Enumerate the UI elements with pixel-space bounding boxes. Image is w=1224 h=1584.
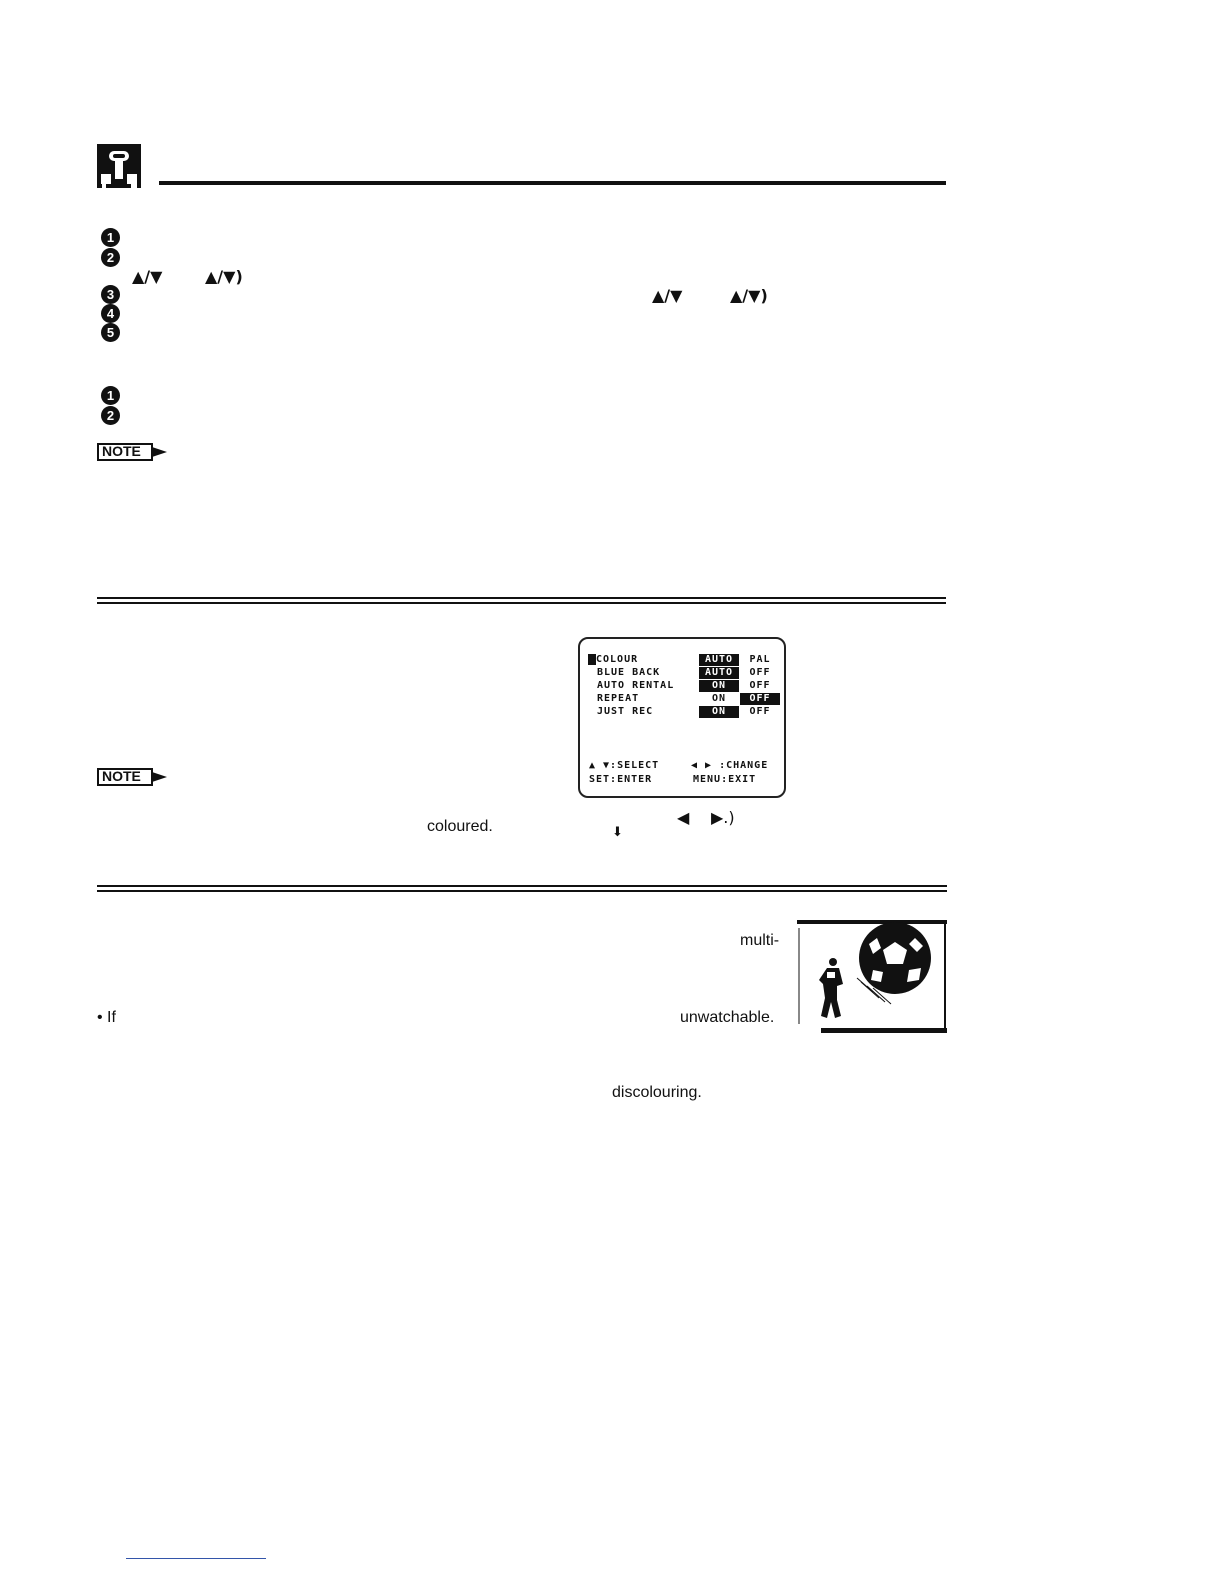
step-marker-1: 1	[101, 228, 120, 247]
text-fragment-coloured: coloured.	[427, 818, 493, 835]
osd-option-pal: PAL	[749, 654, 771, 665]
footer-link-underline	[126, 1558, 266, 1559]
osd-option-on: ON	[699, 680, 739, 692]
osd-row-colour	[580, 654, 784, 667]
osd-help-enter: SET:ENTER	[589, 774, 653, 785]
osd-row-blue-back	[580, 667, 784, 680]
osd-row-label: COLOUR	[596, 654, 639, 665]
hand-pointer-icon	[97, 144, 141, 188]
right-arrow-icon: ▶.)	[711, 808, 735, 827]
osd-option-off: OFF	[749, 667, 771, 678]
up-down-arrows-icon: ▲/▼)	[730, 286, 768, 305]
text-fragment-multi: multi-	[740, 932, 780, 949]
step-marker-4: 4	[101, 304, 120, 323]
osd-row-repeat	[580, 693, 784, 706]
osd-option-on: ON	[699, 706, 739, 718]
osd-row-label: AUTO RENTAL	[597, 680, 675, 691]
up-down-arrows-icon: ▲/▼	[652, 286, 683, 305]
osd-help-exit: MENU:EXIT	[693, 774, 757, 785]
left-arrow-icon: ◀	[677, 808, 690, 827]
osd-row-auto-rental	[580, 680, 784, 693]
note-badge	[97, 443, 169, 461]
osd-row-label: REPEAT	[597, 693, 640, 704]
osd-row-label: BLUE BACK	[597, 667, 661, 678]
header-rule	[159, 181, 946, 185]
section-divider	[97, 597, 946, 599]
osd-row-just-rec	[580, 706, 784, 719]
step-marker-3: 3	[101, 285, 120, 304]
section-divider	[97, 885, 947, 887]
osd-option-on: ON	[711, 693, 727, 704]
text-fragment-unwatchable: unwatchable.	[680, 1009, 775, 1026]
section-divider	[97, 602, 946, 604]
step-marker-5: 5	[101, 323, 120, 342]
note-badge	[97, 768, 169, 786]
osd-option-auto: AUTO	[699, 667, 739, 679]
text-fragment-discolouring: discolouring.	[612, 1084, 702, 1101]
down-arrow-icon: ⬇	[612, 825, 623, 840]
up-down-arrows-icon: ▲/▼)	[205, 267, 243, 286]
osd-option-auto: AUTO	[699, 654, 739, 666]
step-marker-2: 2	[101, 248, 120, 267]
osd-help-change: ◀ ▶ :CHANGE	[691, 760, 769, 771]
osd-row-label: JUST REC	[597, 706, 654, 717]
soccer-player-ball-illustration	[797, 920, 947, 1034]
up-down-arrows-icon: ▲/▼	[132, 267, 163, 286]
note-label: NOTE	[102, 443, 141, 459]
step-marker-2: 2	[101, 406, 120, 425]
section-divider	[97, 890, 947, 892]
text-fragment-bullet-if: • If	[97, 1009, 116, 1026]
osd-menu-screen	[578, 637, 786, 798]
osd-option-off: OFF	[749, 706, 771, 717]
step-marker-1: 1	[101, 386, 120, 405]
osd-option-off: OFF	[749, 680, 771, 691]
osd-option-off: OFF	[740, 693, 780, 705]
osd-help-select: ▲ ▼:SELECT	[589, 760, 660, 771]
note-label: NOTE	[102, 768, 141, 784]
